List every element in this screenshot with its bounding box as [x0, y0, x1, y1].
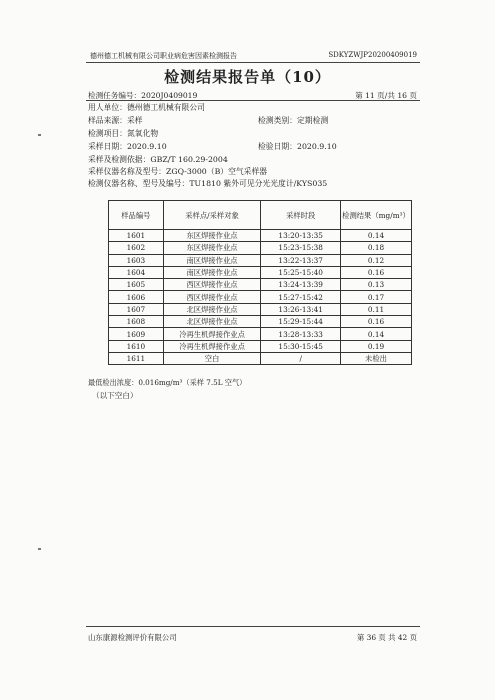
result-cell: 0.16 [341, 316, 412, 328]
sample-id-cell: 1606 [109, 291, 164, 303]
sample-id-cell: 1601 [109, 230, 164, 242]
result-cell: 0.11 [341, 303, 412, 315]
sampling-point-cell: 冷再生机焊接作业点 [163, 340, 261, 352]
table-row [109, 266, 412, 278]
results-table [108, 200, 412, 365]
col-sampling-period: 采样时段 [261, 201, 341, 230]
table-row [109, 291, 412, 303]
table-row [109, 328, 412, 340]
employer: 用人单位：德州德工机械有限公司 [88, 103, 205, 112]
sampling-period-cell: 15:29-15:44 [261, 316, 341, 328]
sampling-date: 采样日期：2020.9.10 [88, 142, 167, 151]
table-row [109, 316, 412, 328]
sampling-period-cell: 15:27-15:42 [261, 291, 341, 303]
sampling-period-cell: 15:23-15:38 [261, 242, 341, 254]
table-row [109, 254, 412, 266]
result-cell: 0.13 [341, 279, 412, 291]
result-cell: 0.12 [341, 254, 412, 266]
result-cell: 0.14 [341, 230, 412, 242]
sampling-basis: 采样及检测依据：GBZ/T 160.29-2004 [88, 155, 228, 164]
footer-page: 第 36 页 共 42 页 [356, 633, 417, 642]
sampling-point-cell: 东区焊接作业点 [163, 230, 261, 242]
table-header-row [109, 201, 412, 230]
detection-type: 检测类别：定期检测 [258, 116, 329, 125]
table-row [109, 279, 412, 291]
sampling-period-cell: / [261, 352, 341, 364]
sampling-period-cell: 13:26-13:41 [261, 303, 341, 315]
sampling-period-cell: 13:20-13:35 [261, 230, 341, 242]
col-sampling-point: 采样点/采样对象 [163, 201, 261, 230]
header-rule [86, 62, 420, 63]
sample-source: 样品来源：采样 [88, 116, 143, 125]
sampling-period-cell: 15:25-15:40 [261, 266, 341, 278]
result-cell: 0.17 [341, 291, 412, 303]
sampling-point-cell: 南区焊接作业点 [163, 266, 261, 278]
sampling-point-cell: 北区焊接作业点 [163, 303, 261, 315]
footer-rule [86, 626, 420, 627]
sampling-period-cell: 13:28-13:33 [261, 328, 341, 340]
footer-company: 山东康源检测评价有限公司 [88, 633, 177, 642]
scan-speck [38, 548, 41, 550]
blank-below-note: （以下空白） [92, 391, 138, 400]
header-company-report: 德州德工机械有限公司职业病危害因素检测报告 [90, 52, 237, 60]
sampling-point-cell: 东区焊接作业点 [163, 242, 261, 254]
header-report-code: SDKYZWJP20200409019 [328, 51, 417, 59]
table-row [109, 352, 412, 364]
result-cell: 0.18 [341, 242, 412, 254]
sample-id-cell: 1605 [109, 279, 164, 291]
page-count: 第 11 页/共 16 页 [355, 91, 417, 100]
sampling-period-cell: 15:30-15:45 [261, 340, 341, 352]
test-date: 检验日期：2020.9.10 [258, 142, 337, 151]
table-row [109, 303, 412, 315]
result-cell: 0.14 [341, 328, 412, 340]
sample-id-cell: 1603 [109, 254, 164, 266]
sampler-instrument: 采样仪器名称及型号：ZGQ-3000（B）空气采样器 [88, 167, 268, 176]
sampling-period-cell: 13:24-13:39 [261, 279, 341, 291]
sample-id-cell: 1607 [109, 303, 164, 315]
scan-speck [38, 134, 41, 136]
table-row [109, 340, 412, 352]
sampling-period-cell: 13:22-13:37 [261, 254, 341, 266]
detection-item: 检测项目：氮氧化物 [88, 129, 159, 138]
sample-id-cell: 1610 [109, 340, 164, 352]
sample-id-cell: 1608 [109, 316, 164, 328]
detection-instrument: 检测仪器名称、型号及编号：TU1810 紫外可见分光光度计/KYS035 [88, 179, 328, 188]
sampling-point-cell: 西区焊接作业点 [163, 291, 261, 303]
task-rule [86, 100, 420, 101]
col-result: 检测结果（mg/m³） [341, 201, 412, 230]
sample-id-cell: 1602 [109, 242, 164, 254]
task-number: 检测任务编号：2020J0409019 [88, 91, 198, 100]
table-row [109, 230, 412, 242]
detection-limit: 最低检出浓度：0.016mg/m³（采样 7.5L 空气） [88, 378, 247, 387]
page-title: 检测结果报告单（10） [164, 68, 331, 86]
col-sample-id: 样品编号 [109, 201, 164, 230]
table-row [109, 242, 412, 254]
sampling-point-cell: 南区焊接作业点 [163, 254, 261, 266]
sample-id-cell: 1611 [109, 352, 164, 364]
result-cell: 0.19 [341, 340, 412, 352]
result-cell: 未检出 [341, 352, 412, 364]
sampling-point-cell: 北区焊接作业点 [163, 316, 261, 328]
sampling-point-cell: 西区焊接作业点 [163, 279, 261, 291]
result-cell: 0.16 [341, 266, 412, 278]
sample-id-cell: 1604 [109, 266, 164, 278]
sampling-point-cell: 冷再生机焊接作业点 [163, 328, 261, 340]
sample-id-cell: 1609 [109, 328, 164, 340]
sampling-point-cell: 空白 [163, 352, 261, 364]
